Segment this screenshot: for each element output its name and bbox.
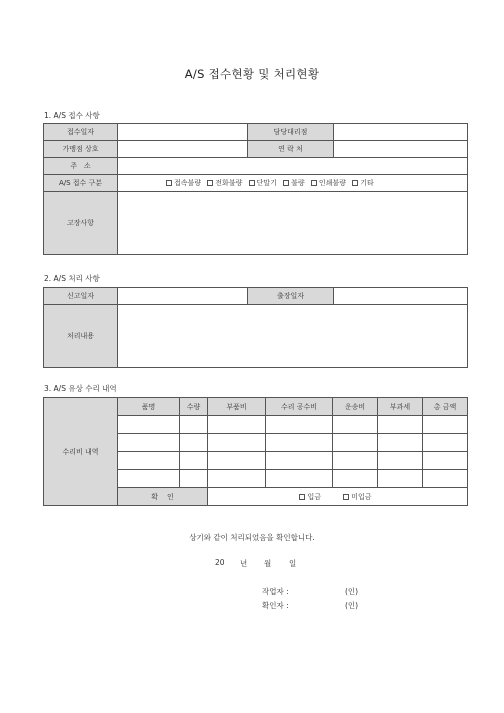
visit-date-field[interactable] — [334, 288, 468, 305]
year-label: 년 — [240, 559, 248, 568]
date-prefix: 20 — [215, 558, 225, 567]
checkbox-icon — [166, 180, 172, 186]
col-labor-cost: 수리 공수비 — [266, 398, 333, 416]
details-field[interactable] — [118, 305, 468, 368]
col-item-name: 품명 — [118, 398, 180, 416]
option-unpaid[interactable]: 미입금 — [343, 493, 371, 501]
agency-label: 담당대리점 — [248, 124, 334, 141]
checkbox-icon — [352, 180, 358, 186]
writer-seal: (인) — [345, 587, 359, 596]
as-type-label: A/S 접수 구분 — [44, 175, 118, 192]
contact-label: 연 락 처 — [248, 141, 334, 158]
repair-cost-label: 수리비 내역 — [44, 398, 118, 506]
option-defect[interactable]: 불량 — [283, 179, 305, 187]
details-label: 처리내용 — [44, 305, 118, 368]
day-label: 일 — [289, 559, 297, 568]
section3-heading: 3. A/S 유상 수리 내역 — [44, 384, 117, 393]
receipt-table — [43, 123, 468, 255]
checkbox-icon — [283, 180, 289, 186]
as-type-options — [118, 175, 468, 192]
receipt-date-label: 접수일자 — [44, 124, 118, 141]
store-name-field[interactable] — [118, 141, 248, 158]
option-paid[interactable]: 입금 — [299, 493, 321, 501]
option-other[interactable]: 기타 — [352, 179, 374, 187]
address-field[interactable] — [118, 158, 468, 175]
report-date-label: 신고일자 — [44, 288, 118, 305]
option-phone[interactable]: 전화불량 — [207, 179, 242, 187]
section2-heading: 2. A/S 처리 사항 — [44, 274, 100, 283]
writer-label: 작업자 : — [262, 587, 289, 596]
col-parts-cost: 부품비 — [208, 398, 266, 416]
receipt-date-field[interactable] — [118, 124, 248, 141]
option-connection[interactable]: 접속불량 — [166, 179, 201, 187]
store-name-label: 가맹점 상호 — [44, 141, 118, 158]
fault-label: 고장사항 — [44, 192, 118, 255]
contact-field[interactable] — [334, 141, 468, 158]
repair-cost-table — [43, 397, 468, 506]
checker-seal: (인) — [345, 601, 359, 610]
col-tax: 부과세 — [378, 398, 423, 416]
col-shipping: 운송비 — [333, 398, 378, 416]
option-terminal[interactable]: 단말기 — [249, 179, 277, 187]
checkbox-icon — [299, 494, 305, 500]
month-label: 월 — [264, 559, 272, 568]
option-print[interactable]: 인쇄불량 — [311, 179, 346, 187]
page-title: A/S 접수현황 및 처리현황 — [184, 67, 320, 81]
visit-date-label: 출장일자 — [248, 288, 334, 305]
checker-label: 확인자 : — [262, 601, 289, 610]
fault-field[interactable] — [118, 192, 468, 255]
col-total: 총 금액 — [423, 398, 468, 416]
report-date-field[interactable] — [118, 288, 248, 305]
processing-table — [43, 287, 468, 368]
checkbox-icon — [343, 494, 349, 500]
address-label: 주 소 — [44, 158, 118, 175]
agency-field[interactable] — [334, 124, 468, 141]
checkbox-icon — [207, 180, 213, 186]
section1-heading: 1. A/S 접수 사항 — [44, 111, 100, 120]
confirm-label: 확 인 — [118, 488, 208, 506]
payment-status-options — [208, 488, 468, 506]
checkbox-icon — [311, 180, 317, 186]
confirmation-statement: 상기와 같이 처리되었음을 확인합니다. — [189, 533, 315, 542]
col-quantity: 수량 — [180, 398, 208, 416]
checkbox-icon — [249, 180, 255, 186]
